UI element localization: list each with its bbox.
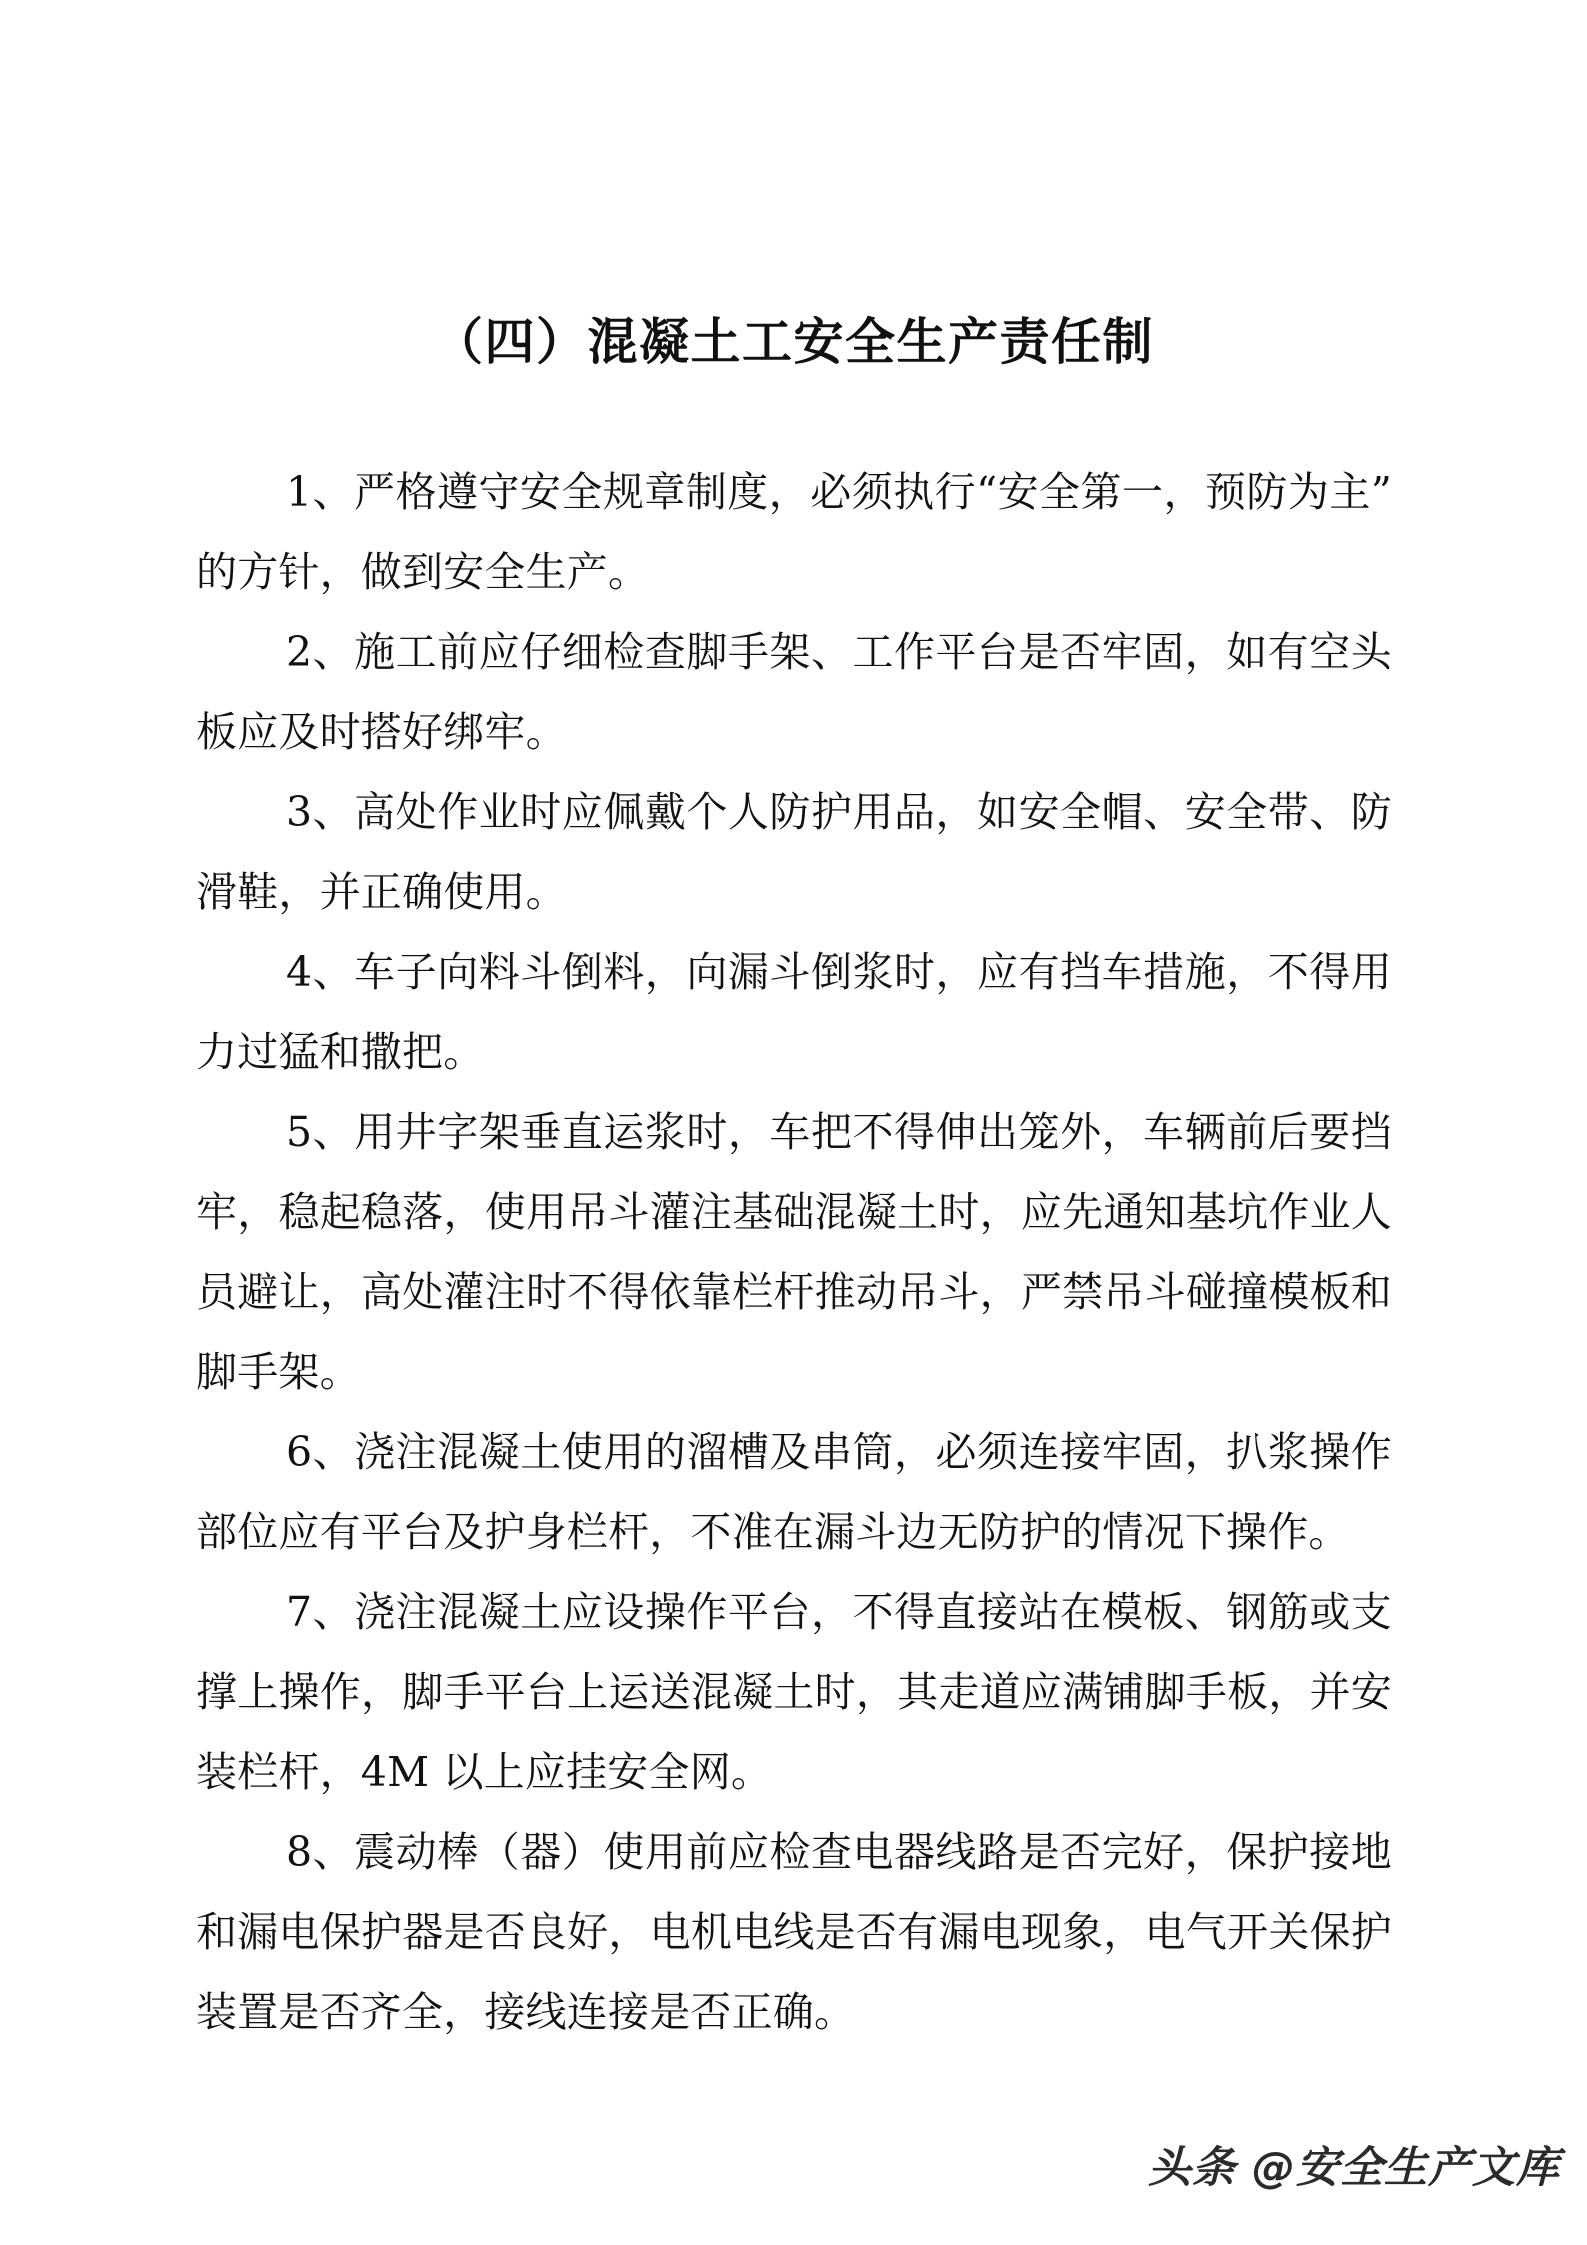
clause-paragraph-8: 8、震动棒（器）使用前应检查电器线路是否完好，保护接地和漏电保护器是否良好，电机电线是否有漏电现象，电气开关保护装置是否齐全，接线连接是否正确。: [196, 1828, 1392, 2036]
clause-paragraph-4: 4、车子向料斗倒料，向漏斗倒浆时，应有挡车措施，不得用力过猛和撒把。: [196, 948, 1392, 1076]
page-title: （四）混凝土工安全生产责任制: [433, 312, 1154, 371]
clause-paragraph-5: 5、用井字架垂直运浆时，车把不得伸出笼外，车辆前后要挡牢，稳起稳落，使用吊斗灌注基础混凝土时，应先通知基坑作业人员避让，高处灌注时不得依靠栏杆推动吊斗，严禁吊斗碰撞模板和脚手架。: [196, 1108, 1392, 1396]
clause-paragraph-3: 3、高处作业时应佩戴个人防护用品，如安全帽、安全带、防滑鞋，并正确使用。: [196, 788, 1392, 916]
clause-paragraph-6: 6、浇注混凝土使用的溜槽及串筒，必须连接牢固，扒浆操作部位应有平台及护身栏杆，不准在漏斗边无防护的情况下操作。: [196, 1428, 1392, 1556]
clause-paragraph-7: 7、浇注混凝土应设操作平台，不得直接站在模板、钢筋或支撑上操作，脚手平台上运送混凝土时，其走道应满铺脚手板，并安装栏杆，4M 以上应挂安全网。: [196, 1588, 1392, 1796]
clause-paragraph-2: 2、施工前应仔细检查脚手架、工作平台是否牢固，如有空头板应及时搭好绑牢。: [196, 628, 1392, 756]
document-body: [196, 452, 1392, 2052]
source-watermark: 头条 @安全生产文库: [1148, 2143, 1560, 2193]
clause-paragraph-1: 1、严格遵守安全规章制度，必须执行“安全第一，预防为主”的方针，做到安全生产。: [196, 468, 1392, 596]
